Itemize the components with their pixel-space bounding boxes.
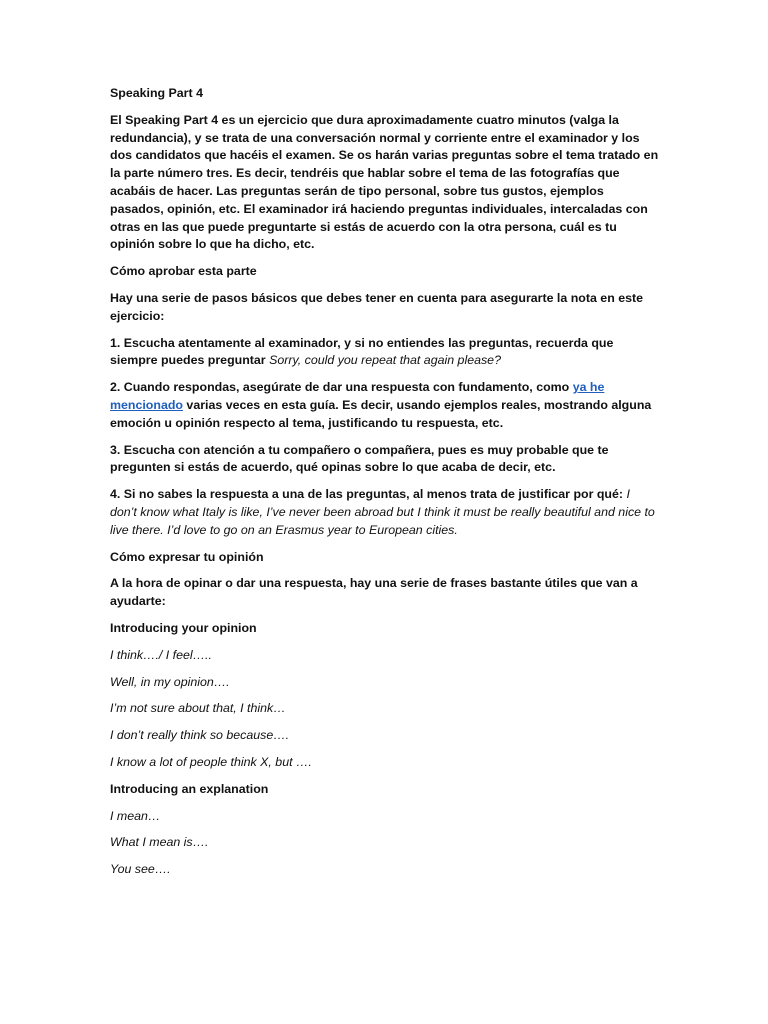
opinion-phrase: I don’t really think so because…. [110,728,290,743]
step-1-paragraph [110,335,660,371]
section-heading-opinion: Cómo expresar tu opinión [110,549,264,564]
subheading-introducing-explanation: Introducing an explanation [110,781,269,796]
section-heading-how-to-pass: Cómo aprobar esta parte [110,264,257,279]
subheading-introducing-opinion: Introducing your opinion [110,620,257,635]
document-title: Speaking Part 4 [110,86,203,100]
step-4-example: I don’t know what Italy is like, I’ve never been abroad but I think it must be really beautiful and nice to live there. I’d love to go on an Erasmus year to European cities. [110,487,655,537]
opinion-phrase: I know a lot of people think X, but …. [110,754,312,769]
step-1-text: 1. Escucha atentamente al examinador, y si no entiendes las preguntas, recuerda que siempre puedes preguntar [110,335,614,368]
opinion-phrase: Well, in my opinion…. [110,674,230,689]
step-4-text: 4. Si no sabes la respuesta a una de las preguntas, al menos trata de justificar por qué: [110,487,627,502]
step-2-text-before: 2. Cuando respondas, asegúrate de dar una respuesta con fundamento, como [110,380,573,395]
mentioned-link[interactable]: ya he mencionado [110,380,605,412]
step-4-paragraph [110,486,660,539]
step-2-text-after: varias veces en esta guía. Es decir, usando ejemplos reales, mostrando alguna emoción u opinión respecto al tema, justificando tu respuesta, etc. [110,397,652,430]
intro-paragraph: El Speaking Part 4 es un ejercicio que dura aproximadamente cuatro minutos (valga la redundancia), y se trata de una conversación normal y corriente entre el examinador y los dos candidatos que hacéis el examen. Se os harán varias preguntas sobre el tema tratado en la parte número tres. Es decir, tendréis que hablar sobre el tema de las fotografías que acabáis de hacer. Las preguntas serán de tipo personal, sobre tus gustos, ejemplos pasados, opinión, etc. El examinador irá haciendo preguntas individuales, intercaladas con otras en las que puede preguntarte si estás de acuerdo con la otra persona, cuál es tu opinión sobre lo que ha dicho, etc. [110,112,659,252]
step-1-example: Sorry, could you repeat that again please? [269,353,501,368]
opinion-phrase: I think…./ I feel….. [110,647,212,662]
section-intro-opinion: A la hora de opinar o dar una respuesta, hay una serie de frases bastante útiles que van a ayudarte: [110,576,638,609]
opinion-phrase: I’m not sure about that, I think… [110,701,286,716]
section-intro-how-to-pass: Hay una serie de pasos básicos que debes tener en cuenta para asegurarte la nota en este ejercicio: [110,290,644,323]
document-body [110,85,660,888]
step-3-paragraph: 3. Escucha con atención a tu compañero o compañera, pues es muy probable que te pregunten si estás de acuerdo, qué opinas sobre lo que acaba de decir, etc. [110,442,609,475]
explanation-phrase: What I mean is…. [110,835,209,850]
step-2-paragraph [110,379,660,432]
explanation-phrase: I mean… [110,808,161,823]
explanation-phrase: You see…. [110,862,171,877]
